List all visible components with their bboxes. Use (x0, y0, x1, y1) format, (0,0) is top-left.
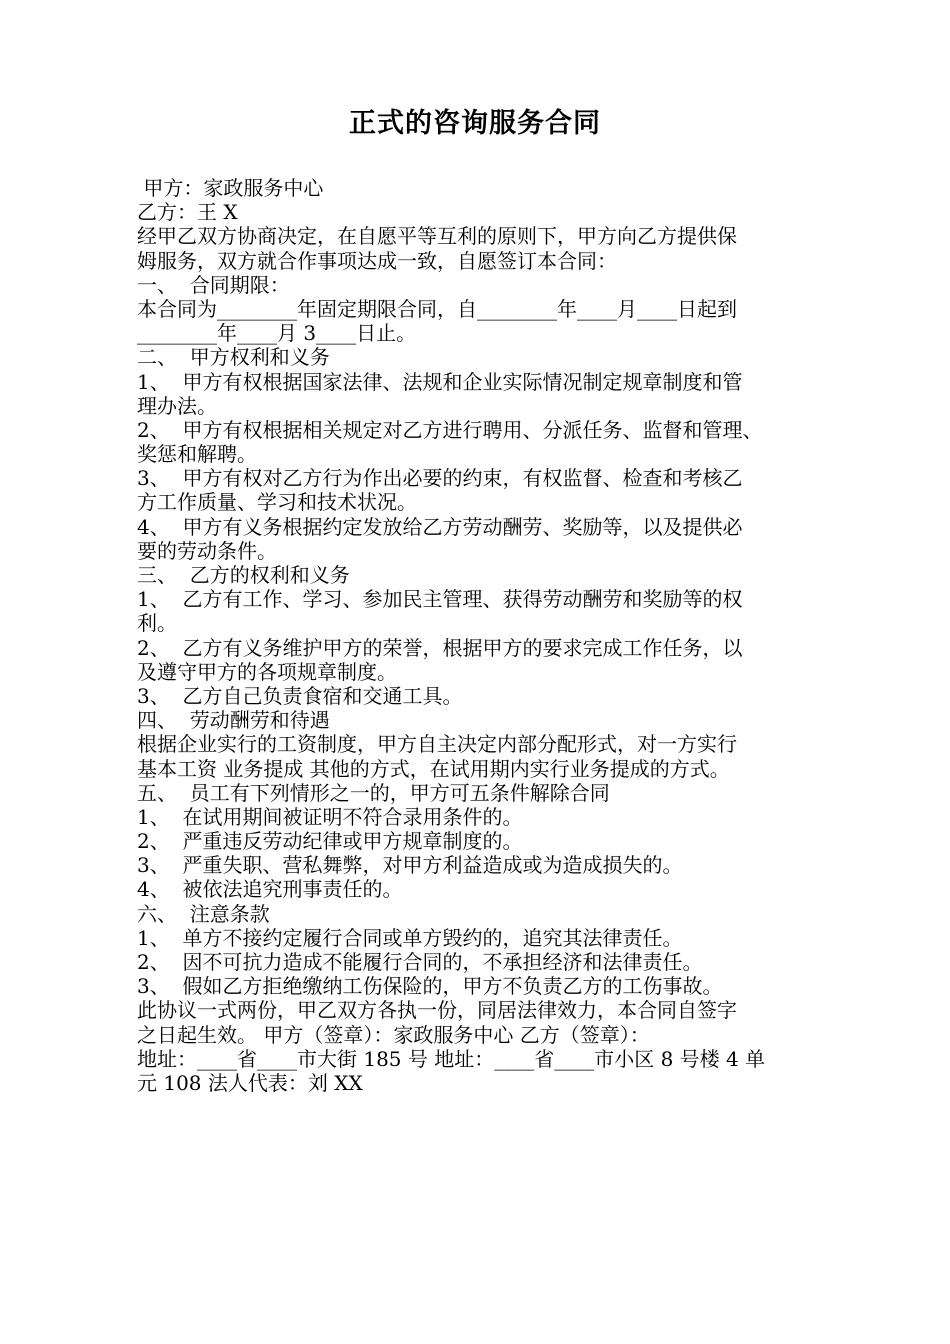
text-line: 1、 乙方有工作、学习、参加民主管理、获得劳动酬劳和奖励等的权 (137, 587, 743, 612)
section-heading: 五、 员工有下列情形之一的，甲方可五条件解除合同 (137, 780, 610, 805)
section-heading: 一、 合同期限： (137, 272, 290, 297)
text-line: 此协议一式两份，甲乙双方各执一份，同居法律效力，本合同自签字 (137, 998, 737, 1023)
document-body (137, 176, 837, 1095)
text-line: 奖惩和解聘。 (137, 442, 257, 467)
text-line: ________年____月 3____日止。 (137, 321, 417, 346)
text-line: 元 108 法人代表：刘 XX (137, 1070, 363, 1095)
text-line: 之日起生效。 甲方（签章）：家政服务中心 乙方（签章）： (137, 1022, 650, 1047)
text-line: 3、 假如乙方拒绝缴纳工伤保险的，甲方不负责乙方的工伤事故。 (137, 974, 723, 999)
section-heading: 六、 注意条款 (137, 901, 270, 926)
text-line: 2、 因不可抗力造成不能履行合同的，不承担经济和法律责任。 (137, 950, 703, 974)
section-heading: 三、 乙方的权利和义务 (137, 563, 350, 587)
text-line: 利。 (137, 611, 177, 636)
text-line: 1、 在试用期间被证明不符合录用条件的。 (137, 804, 523, 829)
text-line: 3、 乙方自己负责食宿和交通工具。 (137, 683, 463, 708)
text-line: 2、 甲方有权根据相关规定对乙方进行聘用、分派任务、监督和管理、 (137, 417, 763, 442)
text-line: 1、 甲方有权根据国家法律、法规和企业实际情况制定规章制度和管 (137, 369, 743, 394)
text-line: 基本工资 业务提成 其他的方式，在试用期内实行业务提成的方式。 (137, 756, 730, 781)
text-line: 4、 被依法追究刑事责任的。 (137, 877, 403, 902)
document-title: 正式的咨询服务合同 (349, 108, 601, 139)
text-line: 本合同为________年固定期限合同，自________年____月____日起到 (137, 296, 737, 321)
text-line: 理办法。 (137, 393, 217, 418)
text-line: 根据企业实行的工资制度，甲方自主决定内部分配形式，对一方实行 (137, 732, 737, 757)
text-line: 地址：____省____市大街 185 号 地址：____省____市小区 8 号楼 4 单 (137, 1046, 766, 1071)
text-line: 方工作质量、学习和技术状况。 (137, 490, 417, 515)
section-heading: 二、 甲方权利和义务 (137, 345, 330, 370)
text-line: 3、 甲方有权对乙方行为作出必要的约束，有权监督、检查和考核乙 (137, 466, 743, 491)
text-line: 乙方：王 X (137, 200, 238, 225)
text-line: 姆服务，双方就合作事项达成一致，自愿签订本合同： (137, 248, 617, 273)
text-line: 要的劳动条件。 (137, 538, 277, 563)
text-line: 2、 严重违反劳动纪律或甲方规章制度的。 (137, 829, 523, 854)
text-line: 经甲乙双方协商决定，在自愿平等互利的原则下，甲方向乙方提供保 (137, 224, 737, 249)
text-line: 4、 甲方有义务根据约定发放给乙方劳动酬劳、奖励等，以及提供必 (137, 514, 743, 539)
text-line: 甲方：家政服务中心 (137, 176, 324, 200)
text-line: 1、 单方不接约定履行合同或单方毁约的，追究其法律责任。 (137, 925, 683, 950)
text-line: 及遵守甲方的各项规章制度。 (137, 659, 397, 684)
text-line: 2、 乙方有义务维护甲方的荣誉，根据甲方的要求完成工作任务，以 (137, 635, 743, 660)
text-line: 3、 严重失职、营私舞弊，对甲方利益造成或为造成损失的。 (137, 853, 683, 878)
section-heading: 四、 劳动酬劳和待遇 (137, 708, 330, 733)
